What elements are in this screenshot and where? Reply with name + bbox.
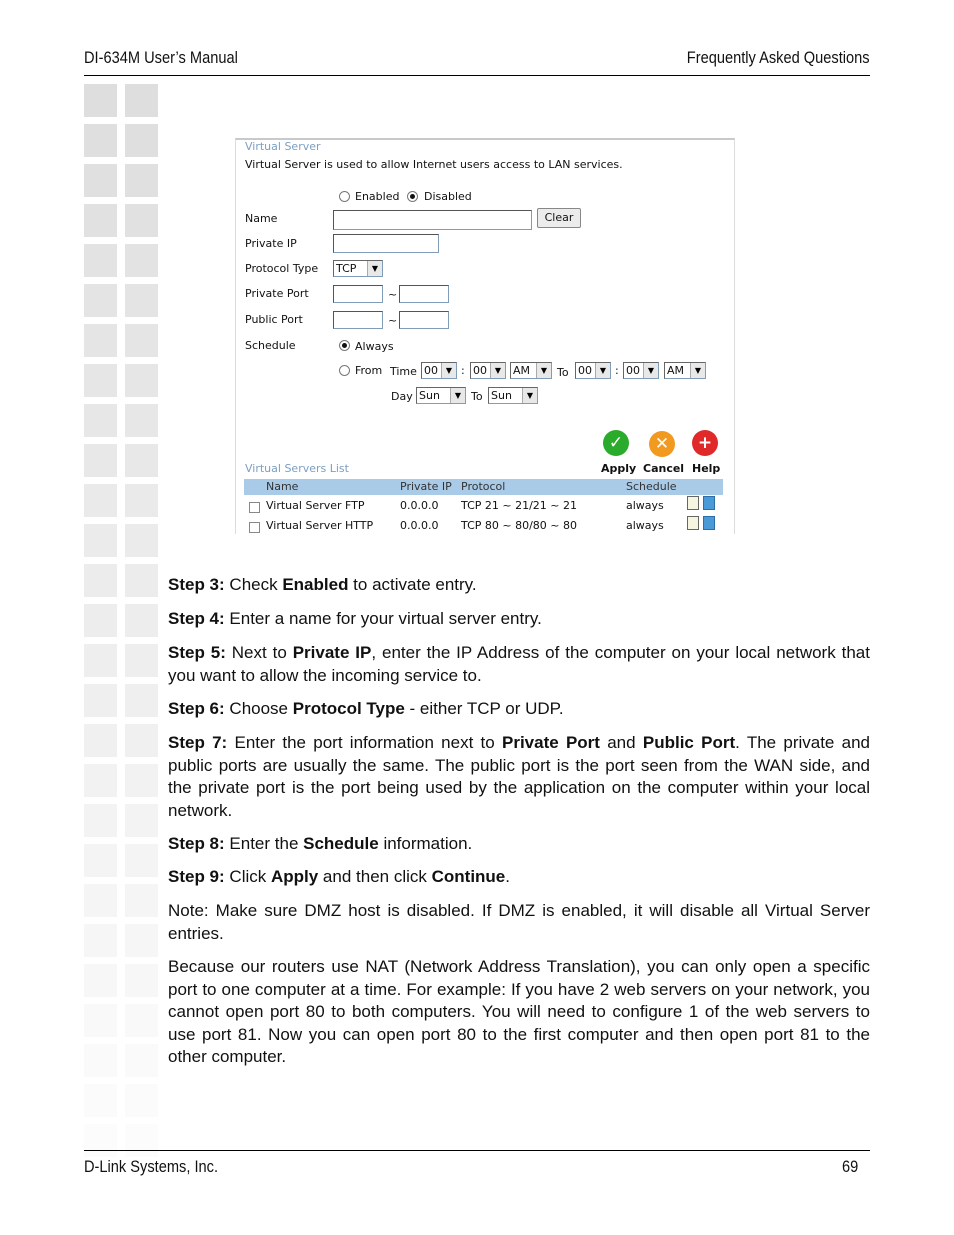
decorative-square bbox=[125, 644, 158, 677]
step-text: and bbox=[599, 733, 643, 752]
decorative-square bbox=[125, 924, 158, 957]
decorative-square bbox=[125, 964, 158, 997]
to-label: To bbox=[471, 390, 483, 403]
decorative-square bbox=[125, 604, 158, 637]
decorative-square bbox=[84, 444, 117, 477]
disabled-label: Disabled bbox=[424, 190, 472, 203]
decorative-square bbox=[125, 204, 158, 237]
footer-rule bbox=[84, 1150, 870, 1151]
chevron-down-icon: ▼ bbox=[441, 363, 456, 378]
step-bold: Schedule bbox=[303, 834, 379, 853]
decorative-square bbox=[84, 404, 117, 437]
from-hour-value: 00 bbox=[424, 364, 438, 377]
step-bold: Continue bbox=[431, 867, 506, 886]
disabled-radio[interactable] bbox=[407, 191, 418, 202]
step-5 bbox=[168, 642, 870, 687]
decorative-square bbox=[125, 364, 158, 397]
decorative-square bbox=[84, 284, 117, 317]
decorative-square bbox=[84, 524, 117, 557]
row-name: Virtual Server HTTP bbox=[266, 519, 374, 532]
apply-button[interactable]: Apply bbox=[601, 462, 637, 475]
page-number: 69 bbox=[842, 1157, 859, 1176]
trash-icon[interactable] bbox=[703, 516, 715, 530]
clear-button[interactable]: Clear bbox=[537, 208, 581, 228]
cancel-icon[interactable]: ✕ bbox=[649, 431, 675, 457]
row-schedule: always bbox=[626, 519, 664, 532]
step-label: Step 7: bbox=[168, 733, 228, 752]
row-schedule: always bbox=[626, 499, 664, 512]
name-input[interactable] bbox=[333, 210, 532, 230]
protocol-select[interactable] bbox=[333, 260, 383, 277]
chevron-down-icon: ▼ bbox=[643, 363, 658, 378]
decorative-square bbox=[84, 204, 117, 237]
tilde: ~ bbox=[388, 314, 398, 327]
decorative-square bbox=[84, 84, 117, 117]
step-text: Enter a name for your virtual server entry. bbox=[224, 609, 542, 628]
nat-text: Because our routers use NAT (Network Address Translation), you can only open a specific port to one computer at a time. For example: If you have 2 web servers on your network, you cannot open port 80 to both computers. You will need to configure 1 of the web servers to use port 81. Now you can open port 80 to the first computer and then open port 81 to the other computer. bbox=[168, 957, 870, 1066]
to-label: To bbox=[557, 366, 569, 379]
to-minute-select[interactable] bbox=[623, 362, 659, 379]
chevron-down-icon: ▼ bbox=[595, 363, 610, 378]
enabled-label: Enabled bbox=[355, 190, 400, 203]
step-bold: Protocol Type bbox=[292, 699, 405, 718]
step-6 bbox=[168, 698, 870, 721]
day-label: Day bbox=[391, 390, 413, 403]
company-name: D-Link Systems, Inc. bbox=[84, 1157, 219, 1176]
decorative-square bbox=[84, 1124, 117, 1157]
always-radio[interactable] bbox=[339, 340, 350, 351]
step-text: Enter the port information next to bbox=[227, 733, 502, 752]
from-label: From bbox=[355, 364, 383, 377]
from-hour-select[interactable] bbox=[421, 362, 457, 379]
step-bold: Apply bbox=[270, 867, 319, 886]
decorative-square bbox=[84, 164, 117, 197]
to-ampm-select[interactable] bbox=[664, 362, 706, 379]
step-text: to activate entry. bbox=[348, 575, 477, 594]
decorative-square bbox=[125, 444, 158, 477]
step-label: Step 6: bbox=[168, 699, 225, 718]
step-text: - either TCP or UDP. bbox=[404, 699, 564, 718]
decorative-square bbox=[84, 1004, 117, 1037]
decorative-square bbox=[125, 404, 158, 437]
decorative-square bbox=[125, 324, 158, 357]
step-3 bbox=[168, 574, 870, 597]
private-ip-input[interactable] bbox=[333, 234, 439, 253]
private-ip-label: Private IP bbox=[245, 237, 297, 250]
decorative-square bbox=[125, 524, 158, 557]
decorative-square bbox=[84, 964, 117, 997]
to-day-value: Sun bbox=[491, 389, 512, 402]
decorative-square bbox=[84, 684, 117, 717]
decorative-square bbox=[125, 124, 158, 157]
decorative-square bbox=[84, 844, 117, 877]
decorative-square bbox=[125, 564, 158, 597]
note-text: Note: Make sure DMZ host is disabled. If DMZ is enabled, it will disable all Virtual Server entries. bbox=[168, 901, 870, 943]
step-bold: Public Port bbox=[642, 733, 736, 752]
step-label: Step 4: bbox=[168, 609, 225, 628]
public-port-start-input[interactable] bbox=[333, 311, 383, 329]
decorative-square bbox=[125, 164, 158, 197]
decorative-square bbox=[84, 644, 117, 677]
to-day-select[interactable] bbox=[488, 387, 538, 404]
decorative-square bbox=[125, 764, 158, 797]
colon: : bbox=[461, 364, 465, 377]
colon: : bbox=[615, 364, 619, 377]
step-4 bbox=[168, 608, 870, 631]
row-name: Virtual Server FTP bbox=[266, 499, 365, 512]
help-icon[interactable]: + bbox=[692, 430, 718, 456]
from-ampm-value: AM bbox=[513, 364, 531, 377]
decorative-square bbox=[84, 804, 117, 837]
decorative-square bbox=[125, 724, 158, 757]
step-text: . The private and public ports are usually the same. The public port is the port seen from the WAN side, and the private port is the port being used by the application on the computer within your local network. bbox=[168, 733, 871, 820]
step-8 bbox=[168, 833, 870, 856]
decorative-square bbox=[125, 244, 158, 277]
tilde: ~ bbox=[388, 288, 398, 301]
private-port-end-input[interactable] bbox=[399, 285, 449, 303]
step-text: . bbox=[505, 867, 510, 886]
decorative-square bbox=[84, 364, 117, 397]
chevron-down-icon: ▼ bbox=[522, 388, 537, 403]
always-label: Always bbox=[355, 340, 394, 353]
note-paragraph bbox=[168, 900, 870, 945]
edit-icon[interactable] bbox=[687, 516, 699, 530]
list-header bbox=[244, 479, 723, 495]
trash-icon[interactable] bbox=[703, 496, 715, 510]
step-label: Step 5: bbox=[168, 643, 226, 662]
step-text: Choose bbox=[224, 699, 293, 718]
step-7 bbox=[168, 732, 870, 822]
decorative-square bbox=[84, 564, 117, 597]
decorative-square bbox=[125, 1044, 158, 1077]
from-minute-value: 00 bbox=[473, 364, 487, 377]
protocol-value: TCP bbox=[336, 262, 357, 275]
from-day-value: Sun bbox=[419, 389, 440, 402]
to-hour-select[interactable] bbox=[575, 362, 611, 379]
section-title: Frequently Asked Questions bbox=[687, 48, 870, 67]
to-hour-value: 00 bbox=[578, 364, 592, 377]
nat-paragraph bbox=[168, 956, 870, 1069]
private-port-label: Private Port bbox=[245, 287, 309, 300]
chevron-down-icon: ▼ bbox=[367, 261, 382, 276]
from-ampm-select[interactable] bbox=[510, 362, 552, 379]
row-private-ip: 0.0.0.0 bbox=[400, 519, 439, 532]
manual-title: DI-634M User’s Manual bbox=[84, 48, 238, 67]
decorative-square bbox=[125, 684, 158, 717]
decorative-square bbox=[125, 284, 158, 317]
step-text: Click bbox=[224, 867, 271, 886]
from-day-select[interactable] bbox=[416, 387, 466, 404]
col-protocol: Protocol bbox=[461, 480, 506, 493]
decorative-square bbox=[84, 324, 117, 357]
step-bold: Private IP bbox=[292, 643, 372, 662]
public-port-label: Public Port bbox=[245, 313, 303, 326]
from-minute-select[interactable] bbox=[470, 362, 506, 379]
step-label: Step 8: bbox=[168, 834, 225, 853]
col-private-ip: Private IP bbox=[400, 480, 452, 493]
to-minute-value: 00 bbox=[626, 364, 640, 377]
panel-title: Virtual Server bbox=[245, 140, 321, 153]
name-label: Name bbox=[245, 212, 278, 225]
chevron-down-icon: ▼ bbox=[450, 388, 465, 403]
decorative-square bbox=[84, 124, 117, 157]
decorative-square bbox=[84, 1044, 117, 1077]
protocol-type-label: Protocol Type bbox=[245, 262, 319, 275]
decorative-square bbox=[125, 1084, 158, 1117]
from-radio[interactable] bbox=[339, 365, 350, 376]
step-9 bbox=[168, 866, 870, 889]
help-button[interactable]: Help bbox=[692, 462, 721, 475]
step-text: , enter the IP Address of the computer on your local network that you want to allow the incoming service to. bbox=[168, 643, 870, 685]
edit-icon[interactable] bbox=[687, 496, 699, 510]
decorative-square bbox=[125, 884, 158, 917]
step-bold: Enabled bbox=[282, 575, 349, 594]
panel-description: Virtual Server is used to allow Internet users access to LAN services. bbox=[245, 158, 623, 171]
row-checkbox[interactable] bbox=[249, 522, 260, 533]
step-text: Next to bbox=[225, 643, 293, 662]
list-title: Virtual Servers List bbox=[245, 462, 349, 475]
header-rule bbox=[84, 75, 870, 76]
decorative-square bbox=[84, 724, 117, 757]
decorative-square bbox=[84, 484, 117, 517]
step-text: information. bbox=[378, 834, 473, 853]
row-protocol: TCP 80 ~ 80/80 ~ 80 bbox=[461, 519, 577, 532]
private-port-start-input[interactable] bbox=[333, 285, 383, 303]
to-ampm-value: AM bbox=[667, 364, 685, 377]
decorative-square bbox=[125, 484, 158, 517]
row-checkbox[interactable] bbox=[249, 502, 260, 513]
decorative-square bbox=[84, 924, 117, 957]
decorative-square bbox=[84, 1084, 117, 1117]
time-label: Time bbox=[390, 365, 417, 378]
row-protocol: TCP 21 ~ 21/21 ~ 21 bbox=[461, 499, 577, 512]
chevron-down-icon: ▼ bbox=[690, 363, 705, 378]
decorative-square bbox=[125, 84, 158, 117]
decorative-square bbox=[125, 1004, 158, 1037]
schedule-label: Schedule bbox=[245, 339, 296, 352]
step-bold: Private Port bbox=[502, 733, 600, 752]
chevron-down-icon: ▼ bbox=[490, 363, 505, 378]
enabled-radio[interactable] bbox=[339, 191, 350, 202]
decorative-square bbox=[125, 844, 158, 877]
cancel-button[interactable]: Cancel bbox=[643, 462, 685, 475]
step-label: Step 3: bbox=[168, 575, 225, 594]
step-text: and then click bbox=[318, 867, 432, 886]
step-text: Check bbox=[224, 575, 283, 594]
col-name: Name bbox=[266, 480, 299, 493]
row-private-ip: 0.0.0.0 bbox=[400, 499, 439, 512]
step-label: Step 9: bbox=[168, 867, 225, 886]
chevron-down-icon: ▼ bbox=[536, 363, 551, 378]
virtual-server-panel bbox=[235, 138, 735, 534]
decorative-square bbox=[84, 764, 117, 797]
decorative-square bbox=[125, 1124, 158, 1157]
decorative-square bbox=[125, 804, 158, 837]
decorative-square bbox=[84, 884, 117, 917]
decorative-square bbox=[84, 604, 117, 637]
public-port-end-input[interactable] bbox=[399, 311, 449, 329]
step-text: Enter the bbox=[224, 834, 304, 853]
apply-icon[interactable]: ✓ bbox=[603, 430, 629, 456]
col-schedule: Schedule bbox=[626, 480, 677, 493]
decorative-square bbox=[84, 244, 117, 277]
